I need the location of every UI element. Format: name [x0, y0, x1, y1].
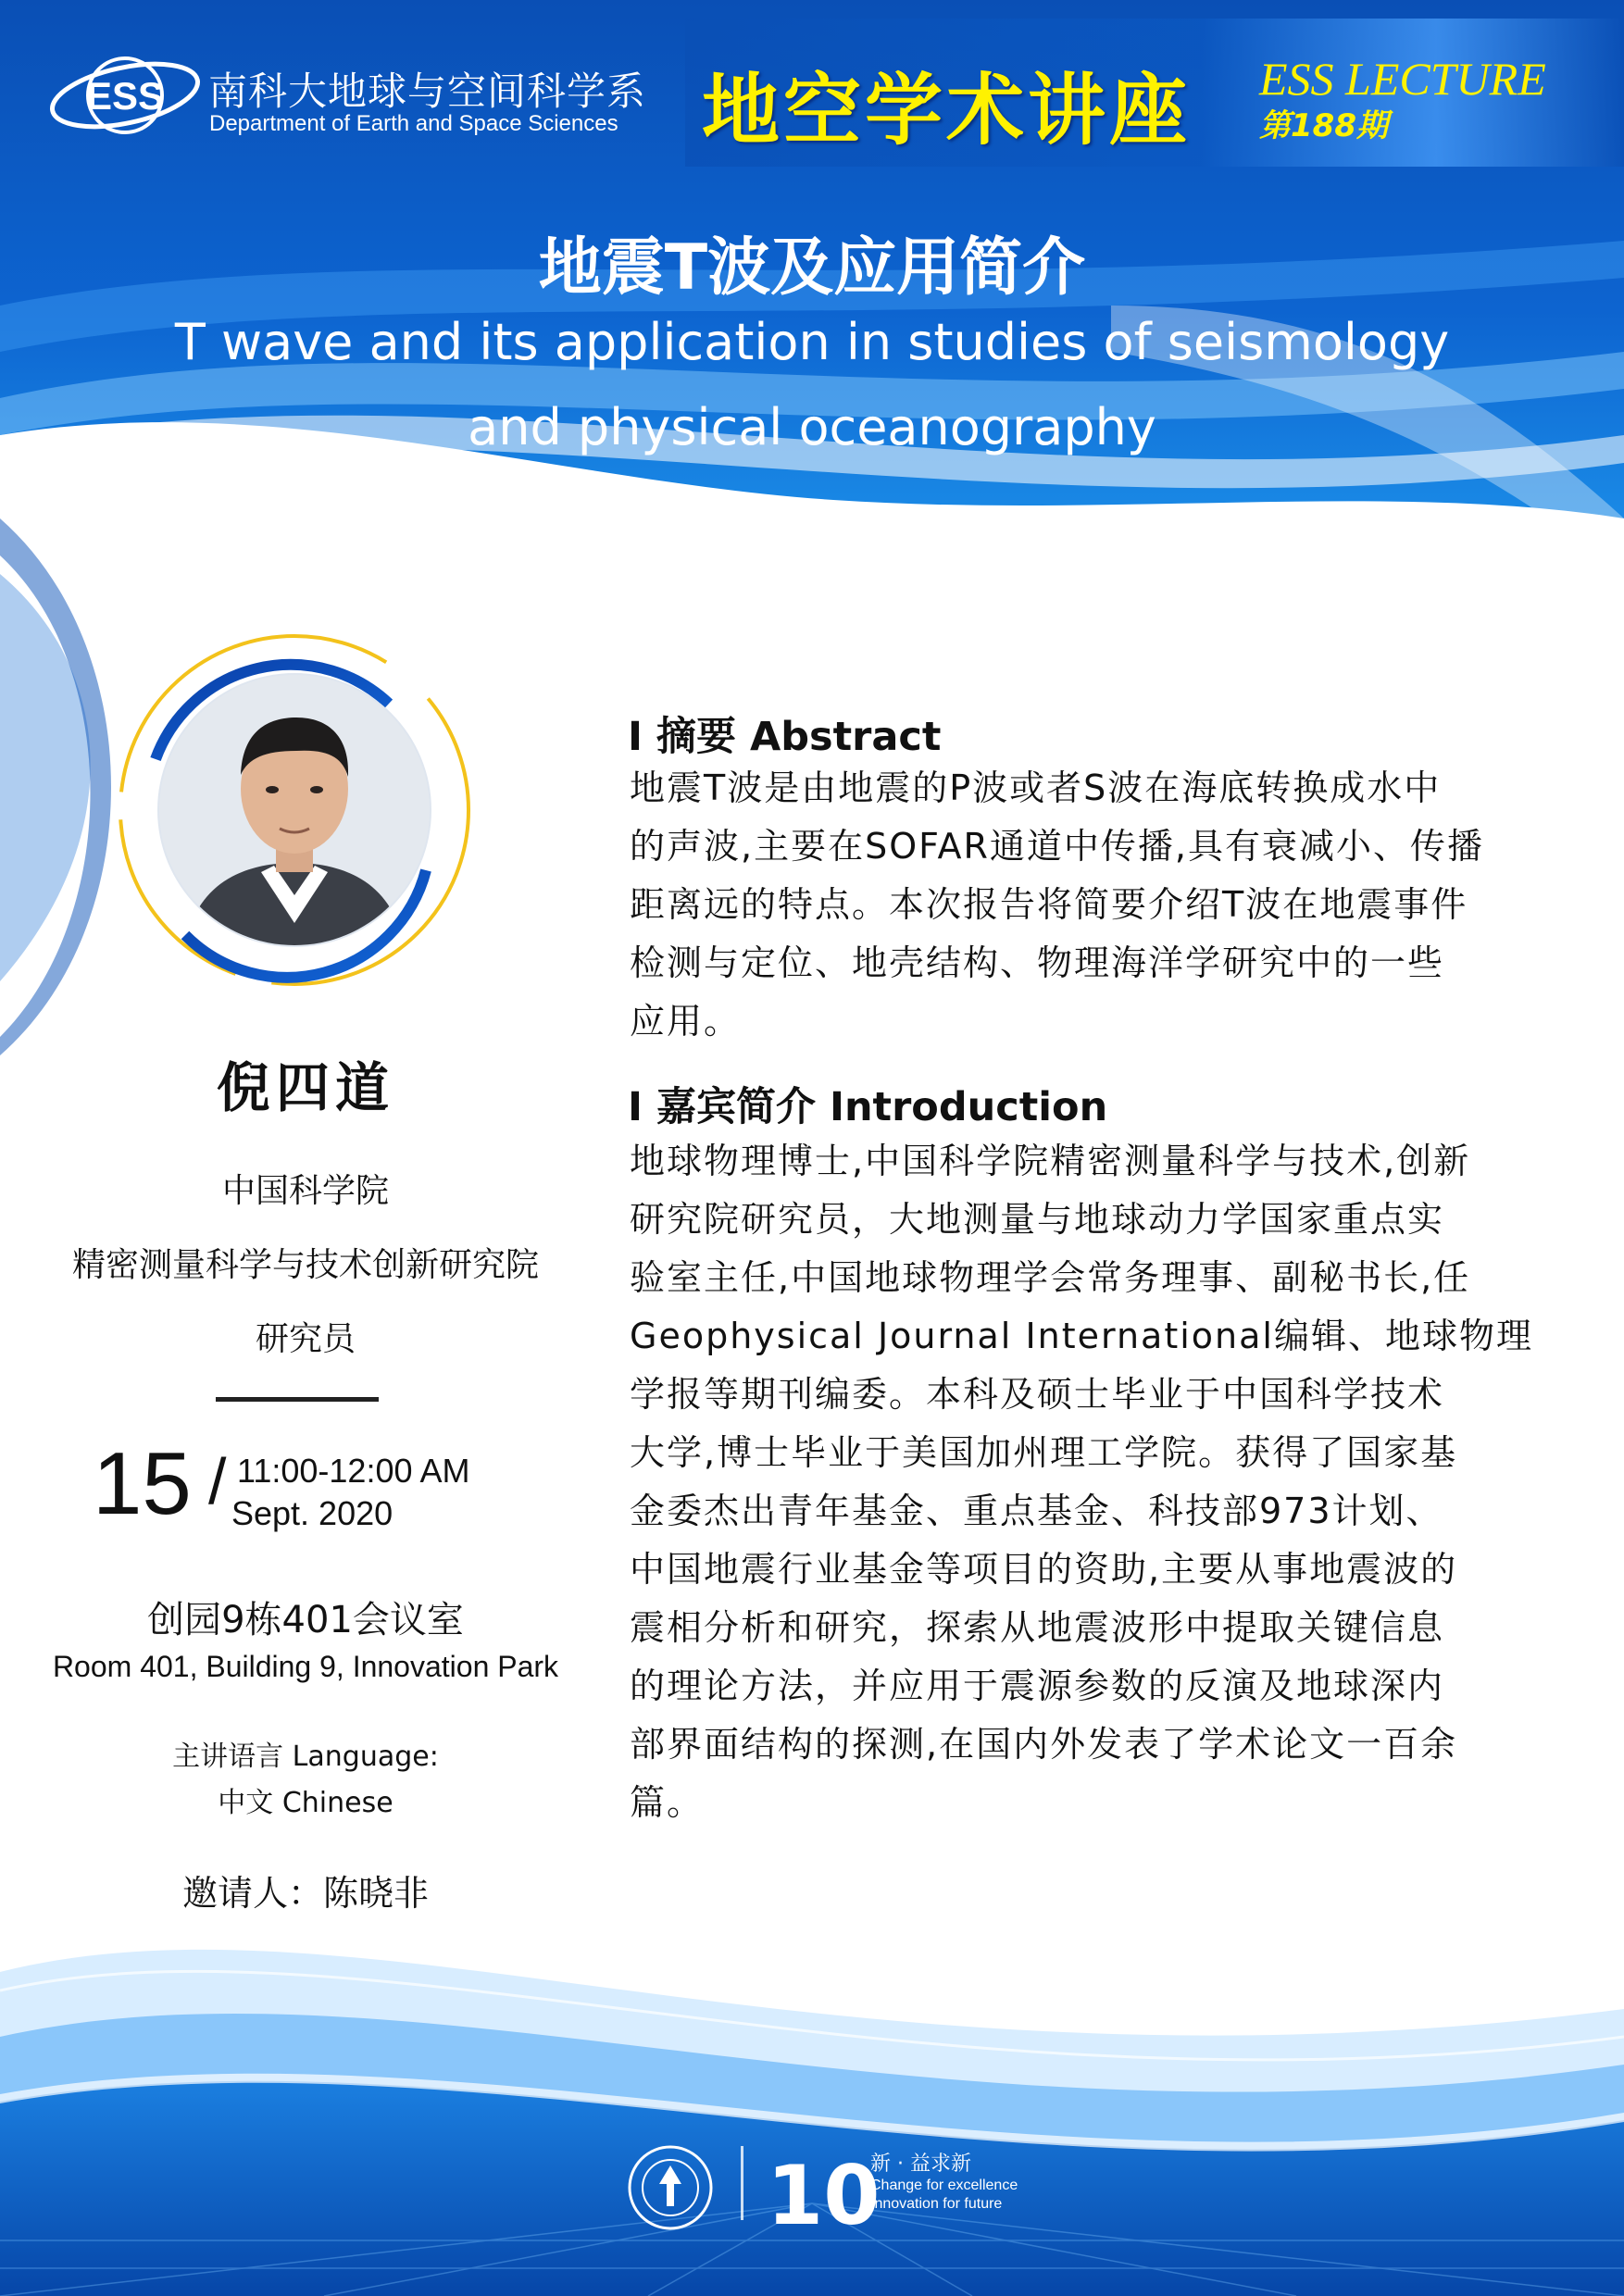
lecture-series-en: ESS LECTURE [1259, 53, 1546, 105]
introduction-heading: I 嘉宾简介 Introduction [628, 1084, 1108, 1130]
introduction-line: 验室主任,中国地球物理学会常务理事、副秘书长,任 [630, 1257, 1471, 1298]
date-separator: / [208, 1445, 227, 1517]
ess-logo-icon [46, 44, 204, 146]
introduction-line: 中国地震行业基金等项目的资助,主要从事地震波的 [630, 1549, 1458, 1590]
introduction-line: 地球物理博士,中国科学院精密测量科学与技术,创新 [630, 1141, 1471, 1181]
introduction-line: 金委杰出青年基金、重点基金、科技部973计划、 [630, 1491, 1443, 1531]
abstract-line: 应用。 [630, 1001, 742, 1042]
introduction-line: 的理论方法，并应用于震源参数的反演及地球深内 [630, 1666, 1445, 1706]
department-logo [46, 44, 657, 146]
talk-title-en-line1: T wave and its application in studies of seismology [174, 313, 1450, 371]
speaker-affiliation-1: 中国科学院 [221, 1172, 389, 1210]
introduction-line: 震相分析和研究，探索从地震波形中提取关键信息 [630, 1607, 1445, 1648]
speaker-affiliation-2: 精密测量科学与技术创新研究院 [71, 1246, 539, 1284]
anniversary-mark: 10 [767, 2148, 881, 2243]
introduction-line: 学报等期刊编委。本科及硕士毕业于中国科学技术 [630, 1374, 1445, 1415]
footer-slogan-en1: Change for excellence [870, 2177, 1018, 2193]
footer-slogan: 新 · 益求新 [870, 2152, 971, 2176]
abstract-line: 的声波,主要在SOFAR通道中传播,具有衰减小、传播 [630, 826, 1484, 867]
svg-text:ESS: ESS [85, 74, 165, 118]
event-day: 15 [93, 1434, 192, 1533]
event-time: 11:00-12:00 AM [237, 1452, 470, 1490]
department-name-cn: 南科大地球与空间科学系 [208, 69, 647, 114]
introduction-line: 部界面结构的探测,在国内外发表了学术论文一百余 [630, 1724, 1458, 1765]
inviter: 邀请人：陈晓非 [181, 1873, 429, 1914]
footer-slogan-en2: Innovation for future [870, 2196, 1003, 2212]
talk-title-cn: 地震T波及应用简介 [538, 231, 1086, 305]
venue-cn: 创园9栋401会议室 [147, 1599, 464, 1641]
talk-title-en-line2: and physical oceanography [468, 398, 1156, 456]
university-seal-icon [626, 2143, 715, 2232]
language-value: 中文 Chinese [218, 1787, 394, 1819]
department-name-en: Department of Earth and Space Sciences [209, 111, 618, 136]
introduction-line: 研究院研究员，大地测量与地球动力学国家重点实 [630, 1199, 1445, 1240]
speaker-title: 研究员 [255, 1320, 356, 1358]
venue-en: Room 401, Building 9, Innovation Park [52, 1650, 559, 1683]
abstract-body [630, 759, 1546, 1051]
speaker-name: 倪四道 [216, 1056, 394, 1119]
abstract-line: 距离远的特点。本次报告将简要介绍T波在地震事件 [630, 884, 1468, 925]
lecture-issue-number: 第188期 [1259, 107, 1388, 144]
abstract-heading: I 摘要 Abstract [628, 714, 942, 760]
language-label: 主讲语言 Language: [172, 1741, 439, 1773]
event-month-year: Sept. 2020 [231, 1494, 394, 1532]
lecture-series-title: 地空学术讲座 [702, 64, 1192, 156]
speaker-photo [157, 673, 431, 947]
abstract-line: 检测与定位、地壳结构、物理海洋学研究中的一些 [630, 942, 1445, 983]
introduction-body [630, 1132, 1546, 1832]
footer-divider [741, 2146, 743, 2220]
introduction-line: Geophysical Journal International编辑、地球物理 [630, 1316, 1533, 1356]
abstract-line: 地震T波是由地震的P波或者S波在海底转换成水中 [630, 767, 1442, 808]
introduction-line: 大学,博士毕业于美国加州理工学院。获得了国家基 [630, 1432, 1458, 1473]
introduction-line: 篇。 [630, 1782, 705, 1823]
divider [216, 1397, 379, 1402]
